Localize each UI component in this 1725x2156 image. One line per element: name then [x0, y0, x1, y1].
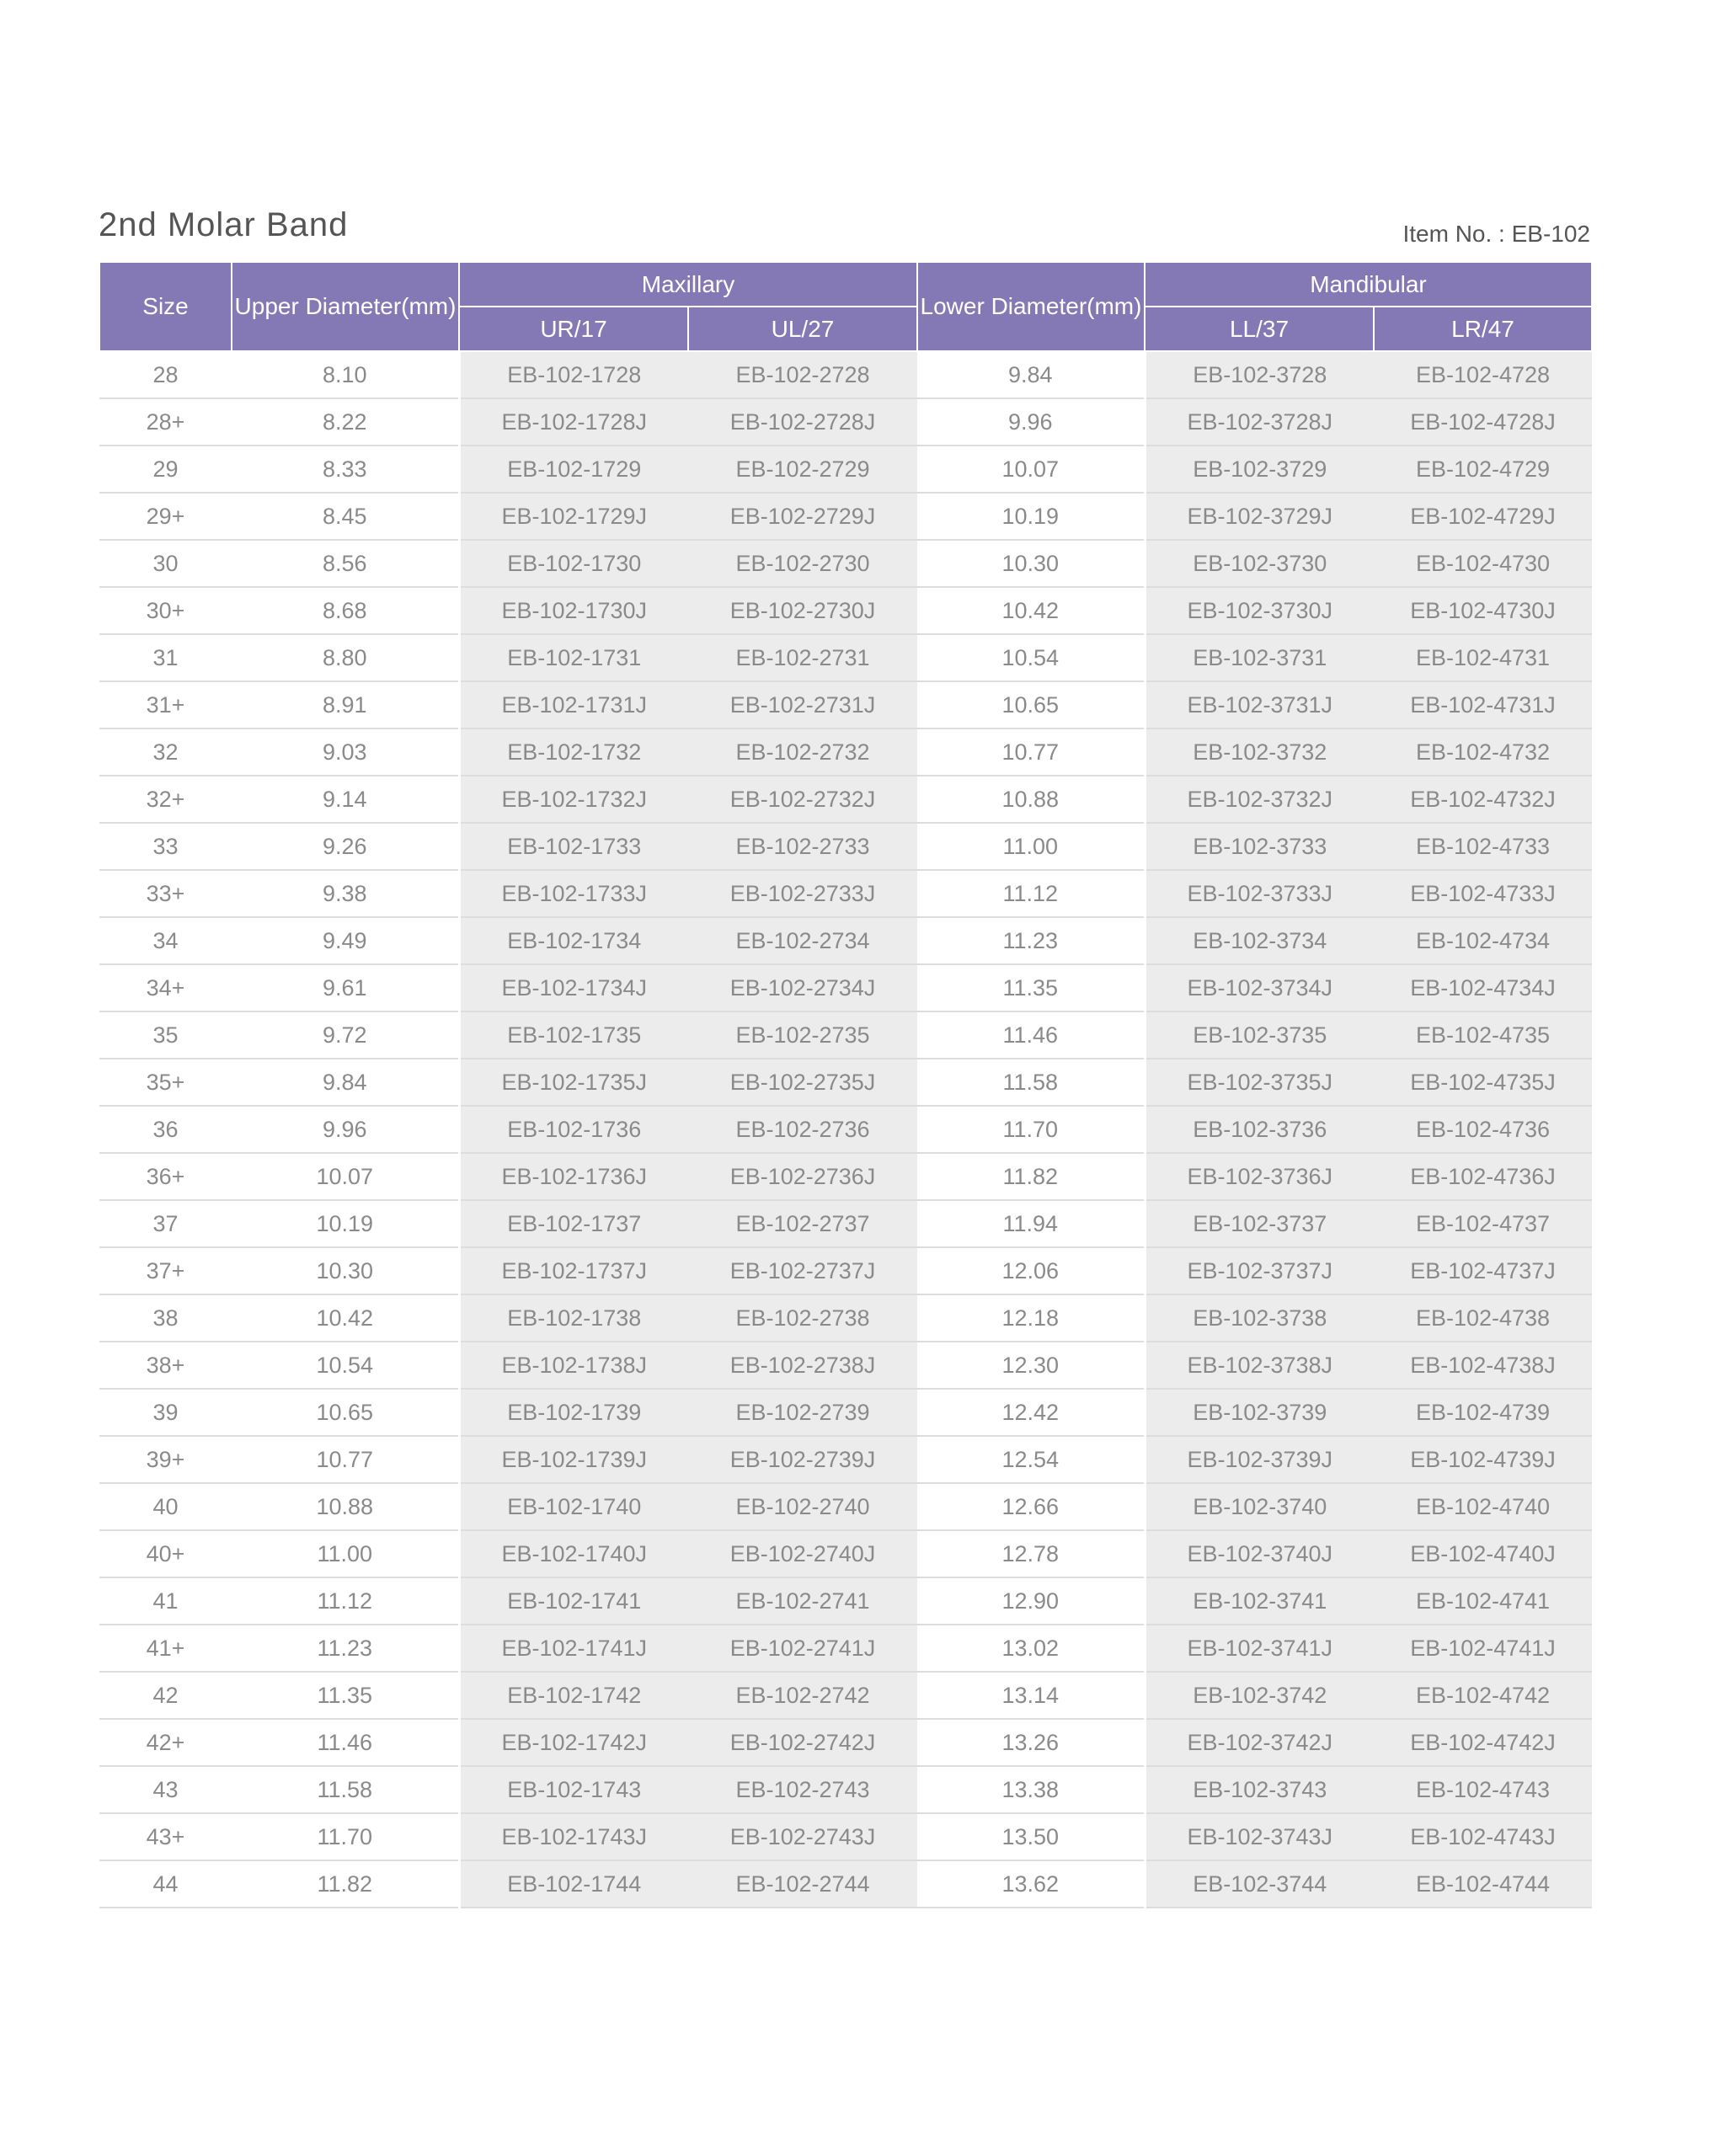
cell-ll37-code: EB-102-3734: [1145, 917, 1374, 964]
cell-ur17-code: EB-102-1741: [459, 1577, 688, 1625]
cell-upper-diameter: 9.61: [232, 964, 459, 1011]
cell-ur17-code: EB-102-1732J: [459, 776, 688, 823]
table-row: [99, 493, 1592, 540]
cell-ul27-code: EB-102-2731: [688, 634, 917, 681]
cell-ur17-code: EB-102-1736: [459, 1106, 688, 1153]
cell-ll37-code: EB-102-3740: [1145, 1483, 1374, 1530]
cell-ur17-code: EB-102-1741J: [459, 1625, 688, 1672]
cell-ul27-code: EB-102-2737: [688, 1200, 917, 1247]
table-row: [99, 1436, 1592, 1483]
cell-size: 41: [99, 1577, 232, 1625]
cell-size: 41+: [99, 1625, 232, 1672]
cell-ur17-code: EB-102-1730: [459, 540, 688, 587]
cell-lr47-code: EB-102-4738: [1374, 1294, 1592, 1342]
cell-size: 42+: [99, 1719, 232, 1766]
cell-ll37-code: EB-102-3735J: [1145, 1059, 1374, 1106]
cell-lr47-code: EB-102-4742: [1374, 1672, 1592, 1719]
table-row: [99, 1153, 1592, 1200]
table-row: [99, 351, 1592, 398]
cell-ur17-code: EB-102-1734J: [459, 964, 688, 1011]
cell-lower-diameter: 10.88: [917, 776, 1145, 823]
item-number: Item No. : EB-102: [1402, 221, 1590, 247]
cell-ur17-code: EB-102-1729J: [459, 493, 688, 540]
cell-lr47-code: EB-102-4741J: [1374, 1625, 1592, 1672]
cell-ur17-code: EB-102-1738: [459, 1294, 688, 1342]
cell-size: 36: [99, 1106, 232, 1153]
cell-size: 33+: [99, 870, 232, 917]
cell-lower-diameter: 11.35: [917, 964, 1145, 1011]
cell-lower-diameter: 9.96: [917, 398, 1145, 446]
cell-upper-diameter: 9.38: [232, 870, 459, 917]
cell-lr47-code: EB-102-4739J: [1374, 1436, 1592, 1483]
cell-ul27-code: EB-102-2736J: [688, 1153, 917, 1200]
cell-ul27-code: EB-102-2735J: [688, 1059, 917, 1106]
table-row: [99, 1059, 1592, 1106]
cell-ll37-code: EB-102-3728: [1145, 351, 1374, 398]
cell-lower-diameter: 10.65: [917, 681, 1145, 728]
cell-upper-diameter: 9.72: [232, 1011, 459, 1059]
cell-lr47-code: EB-102-4729: [1374, 446, 1592, 493]
table-row: [99, 1625, 1592, 1672]
cell-ul27-code: EB-102-2739J: [688, 1436, 917, 1483]
cell-ll37-code: EB-102-3735: [1145, 1011, 1374, 1059]
cell-ll37-code: EB-102-3736: [1145, 1106, 1374, 1153]
cell-lr47-code: EB-102-4729J: [1374, 493, 1592, 540]
cell-ul27-code: EB-102-2734J: [688, 964, 917, 1011]
cell-size: 33: [99, 823, 232, 870]
cell-lower-diameter: 12.06: [917, 1247, 1145, 1294]
cell-lr47-code: EB-102-4736J: [1374, 1153, 1592, 1200]
page-title: 2nd Molar Band: [99, 206, 349, 243]
cell-upper-diameter: 11.82: [232, 1860, 459, 1908]
header-ul27: UL/27: [688, 307, 917, 351]
cell-lower-diameter: 11.82: [917, 1153, 1145, 1200]
cell-upper-diameter: 10.07: [232, 1153, 459, 1200]
cell-ll37-code: EB-102-3737: [1145, 1200, 1374, 1247]
cell-upper-diameter: 8.80: [232, 634, 459, 681]
table-row: [99, 917, 1592, 964]
cell-lower-diameter: 11.94: [917, 1200, 1145, 1247]
cell-lr47-code: EB-102-4733J: [1374, 870, 1592, 917]
cell-ll37-code: EB-102-3742: [1145, 1672, 1374, 1719]
cell-lr47-code: EB-102-4728J: [1374, 398, 1592, 446]
cell-ll37-code: EB-102-3731J: [1145, 681, 1374, 728]
cell-size: 28: [99, 351, 232, 398]
cell-lr47-code: EB-102-4743J: [1374, 1813, 1592, 1860]
cell-ul27-code: EB-102-2737J: [688, 1247, 917, 1294]
cell-lr47-code: EB-102-4735: [1374, 1011, 1592, 1059]
cell-ul27-code: EB-102-2730: [688, 540, 917, 587]
cell-ll37-code: EB-102-3739: [1145, 1389, 1374, 1436]
cell-size: 37+: [99, 1247, 232, 1294]
cell-size: 30+: [99, 587, 232, 634]
cell-lr47-code: EB-102-4736: [1374, 1106, 1592, 1153]
cell-ur17-code: EB-102-1742: [459, 1672, 688, 1719]
cell-size: 34: [99, 917, 232, 964]
cell-ur17-code: EB-102-1737: [459, 1200, 688, 1247]
cell-ur17-code: EB-102-1728J: [459, 398, 688, 446]
cell-ul27-code: EB-102-2733: [688, 823, 917, 870]
cell-lower-diameter: 12.30: [917, 1342, 1145, 1389]
cell-upper-diameter: 8.56: [232, 540, 459, 587]
table-row: [99, 1530, 1592, 1577]
cell-lr47-code: EB-102-4730J: [1374, 587, 1592, 634]
cell-size: 42: [99, 1672, 232, 1719]
cell-ur17-code: EB-102-1731J: [459, 681, 688, 728]
header-maxillary: Maxillary: [459, 262, 917, 307]
cell-upper-diameter: 10.42: [232, 1294, 459, 1342]
cell-size: 35: [99, 1011, 232, 1059]
cell-lower-diameter: 13.26: [917, 1719, 1145, 1766]
cell-upper-diameter: 10.77: [232, 1436, 459, 1483]
cell-ur17-code: EB-102-1739: [459, 1389, 688, 1436]
cell-lr47-code: EB-102-4728: [1374, 351, 1592, 398]
cell-lr47-code: EB-102-4733: [1374, 823, 1592, 870]
cell-lower-diameter: 11.00: [917, 823, 1145, 870]
cell-lr47-code: EB-102-4744: [1374, 1860, 1592, 1908]
cell-ur17-code: EB-102-1734: [459, 917, 688, 964]
cell-ur17-code: EB-102-1732: [459, 728, 688, 776]
cell-ul27-code: EB-102-2740: [688, 1483, 917, 1530]
cell-lr47-code: EB-102-4730: [1374, 540, 1592, 587]
cell-upper-diameter: 10.19: [232, 1200, 459, 1247]
cell-ur17-code: EB-102-1739J: [459, 1436, 688, 1483]
cell-size: 31+: [99, 681, 232, 728]
cell-size: 38: [99, 1294, 232, 1342]
cell-ur17-code: EB-102-1736J: [459, 1153, 688, 1200]
cell-lr47-code: EB-102-4734: [1374, 917, 1592, 964]
cell-ur17-code: EB-102-1737J: [459, 1247, 688, 1294]
cell-ur17-code: EB-102-1733: [459, 823, 688, 870]
cell-upper-diameter: 8.22: [232, 398, 459, 446]
cell-lr47-code: EB-102-4742J: [1374, 1719, 1592, 1766]
cell-lr47-code: EB-102-4740: [1374, 1483, 1592, 1530]
cell-ul27-code: EB-102-2742: [688, 1672, 917, 1719]
cell-ur17-code: EB-102-1744: [459, 1860, 688, 1908]
cell-ul27-code: EB-102-2728J: [688, 398, 917, 446]
cell-size: 32: [99, 728, 232, 776]
cell-size: 34+: [99, 964, 232, 1011]
table-row: [99, 540, 1592, 587]
cell-upper-diameter: 8.91: [232, 681, 459, 728]
cell-ll37-code: EB-102-3743J: [1145, 1813, 1374, 1860]
header-ur17: UR/17: [459, 307, 688, 351]
cell-lr47-code: EB-102-4732: [1374, 728, 1592, 776]
cell-ul27-code: EB-102-2741: [688, 1577, 917, 1625]
cell-ll37-code: EB-102-3737J: [1145, 1247, 1374, 1294]
cell-ul27-code: EB-102-2742J: [688, 1719, 917, 1766]
cell-lower-diameter: 12.66: [917, 1483, 1145, 1530]
cell-ll37-code: EB-102-3733: [1145, 823, 1374, 870]
table-row: [99, 964, 1592, 1011]
cell-upper-diameter: 9.03: [232, 728, 459, 776]
cell-lr47-code: EB-102-4735J: [1374, 1059, 1592, 1106]
cell-ur17-code: EB-102-1742J: [459, 1719, 688, 1766]
cell-upper-diameter: 11.35: [232, 1672, 459, 1719]
table-row: [99, 776, 1592, 823]
cell-size: 44: [99, 1860, 232, 1908]
cell-lr47-code: EB-102-4732J: [1374, 776, 1592, 823]
cell-ul27-code: EB-102-2744: [688, 1860, 917, 1908]
table-row: [99, 1860, 1592, 1908]
cell-lower-diameter: 11.12: [917, 870, 1145, 917]
cell-ll37-code: EB-102-3730J: [1145, 587, 1374, 634]
cell-lower-diameter: 10.19: [917, 493, 1145, 540]
table-row: [99, 1766, 1592, 1813]
header-size: Size: [99, 262, 232, 351]
cell-upper-diameter: 9.96: [232, 1106, 459, 1153]
cell-size: 37: [99, 1200, 232, 1247]
cell-upper-diameter: 8.10: [232, 351, 459, 398]
cell-ur17-code: EB-102-1730J: [459, 587, 688, 634]
cell-ll37-code: EB-102-3732: [1145, 728, 1374, 776]
cell-ul27-code: EB-102-2729: [688, 446, 917, 493]
cell-upper-diameter: 9.14: [232, 776, 459, 823]
cell-size: 28+: [99, 398, 232, 446]
cell-ul27-code: EB-102-2732J: [688, 776, 917, 823]
table-row: [99, 634, 1592, 681]
cell-ul27-code: EB-102-2740J: [688, 1530, 917, 1577]
cell-lower-diameter: 11.58: [917, 1059, 1145, 1106]
cell-ur17-code: EB-102-1728: [459, 351, 688, 398]
cell-lr47-code: EB-102-4734J: [1374, 964, 1592, 1011]
cell-size: 43: [99, 1766, 232, 1813]
cell-lower-diameter: 10.77: [917, 728, 1145, 776]
cell-ul27-code: EB-102-2734: [688, 917, 917, 964]
cell-ul27-code: EB-102-2730J: [688, 587, 917, 634]
cell-size: 29+: [99, 493, 232, 540]
cell-lower-diameter: 12.78: [917, 1530, 1145, 1577]
cell-lr47-code: EB-102-4737: [1374, 1200, 1592, 1247]
cell-size: 39+: [99, 1436, 232, 1483]
cell-ur17-code: EB-102-1740: [459, 1483, 688, 1530]
header-upper-diameter: Upper Diameter(mm): [232, 262, 459, 351]
cell-ll37-code: EB-102-3731: [1145, 634, 1374, 681]
cell-lower-diameter: 10.07: [917, 446, 1145, 493]
cell-ul27-code: EB-102-2733J: [688, 870, 917, 917]
cell-lower-diameter: 12.18: [917, 1294, 1145, 1342]
cell-lr47-code: EB-102-4739: [1374, 1389, 1592, 1436]
cell-lower-diameter: 13.02: [917, 1625, 1145, 1672]
cell-upper-diameter: 10.88: [232, 1483, 459, 1530]
cell-lower-diameter: 13.62: [917, 1860, 1145, 1908]
table-row: [99, 1672, 1592, 1719]
cell-upper-diameter: 11.70: [232, 1813, 459, 1860]
cell-ul27-code: EB-102-2728: [688, 351, 917, 398]
cell-lower-diameter: 10.54: [917, 634, 1145, 681]
cell-lr47-code: EB-102-4731J: [1374, 681, 1592, 728]
header-ll37: LL/37: [1145, 307, 1374, 351]
cell-size: 29: [99, 446, 232, 493]
header-lower-diameter: Lower Diameter(mm): [917, 262, 1145, 351]
cell-ul27-code: EB-102-2741J: [688, 1625, 917, 1672]
table-row: [99, 1813, 1592, 1860]
cell-size: 35+: [99, 1059, 232, 1106]
cell-lower-diameter: 11.23: [917, 917, 1145, 964]
cell-size: 30: [99, 540, 232, 587]
cell-upper-diameter: 11.00: [232, 1530, 459, 1577]
cell-ll37-code: EB-102-3738J: [1145, 1342, 1374, 1389]
cell-upper-diameter: 11.23: [232, 1625, 459, 1672]
cell-ll37-code: EB-102-3742J: [1145, 1719, 1374, 1766]
table-row: [99, 681, 1592, 728]
table-row: [99, 1389, 1592, 1436]
cell-lower-diameter: 10.30: [917, 540, 1145, 587]
cell-ll37-code: EB-102-3743: [1145, 1766, 1374, 1813]
cell-upper-diameter: 9.26: [232, 823, 459, 870]
cell-ur17-code: EB-102-1729: [459, 446, 688, 493]
table-row: [99, 1106, 1592, 1153]
cell-upper-diameter: 8.45: [232, 493, 459, 540]
header-lr47: LR/47: [1374, 307, 1592, 351]
cell-size: 36+: [99, 1153, 232, 1200]
cell-ul27-code: EB-102-2729J: [688, 493, 917, 540]
table-body: [99, 351, 1592, 1908]
specification-table: [99, 261, 1593, 1908]
cell-upper-diameter: 8.33: [232, 446, 459, 493]
cell-ur17-code: EB-102-1743J: [459, 1813, 688, 1860]
cell-ur17-code: EB-102-1735J: [459, 1059, 688, 1106]
cell-lr47-code: EB-102-4740J: [1374, 1530, 1592, 1577]
cell-upper-diameter: 10.30: [232, 1247, 459, 1294]
cell-ur17-code: EB-102-1735: [459, 1011, 688, 1059]
cell-ul27-code: EB-102-2738J: [688, 1342, 917, 1389]
cell-ur17-code: EB-102-1733J: [459, 870, 688, 917]
cell-upper-diameter: 9.84: [232, 1059, 459, 1106]
cell-ll37-code: EB-102-3740J: [1145, 1530, 1374, 1577]
cell-ll37-code: EB-102-3728J: [1145, 398, 1374, 446]
table-row: [99, 1342, 1592, 1389]
cell-lower-diameter: 9.84: [917, 351, 1145, 398]
cell-lower-diameter: 13.50: [917, 1813, 1145, 1860]
cell-lower-diameter: 13.38: [917, 1766, 1145, 1813]
table-row: [99, 823, 1592, 870]
cell-ul27-code: EB-102-2743: [688, 1766, 917, 1813]
cell-ul27-code: EB-102-2739: [688, 1389, 917, 1436]
cell-ll37-code: EB-102-3736J: [1145, 1153, 1374, 1200]
cell-lower-diameter: 12.90: [917, 1577, 1145, 1625]
cell-ll37-code: EB-102-3732J: [1145, 776, 1374, 823]
cell-ll37-code: EB-102-3733J: [1145, 870, 1374, 917]
cell-size: 32+: [99, 776, 232, 823]
cell-size: 39: [99, 1389, 232, 1436]
cell-lower-diameter: 12.42: [917, 1389, 1145, 1436]
cell-size: 43+: [99, 1813, 232, 1860]
cell-upper-diameter: 10.65: [232, 1389, 459, 1436]
cell-lr47-code: EB-102-4743: [1374, 1766, 1592, 1813]
cell-ll37-code: EB-102-3729J: [1145, 493, 1374, 540]
cell-ur17-code: EB-102-1740J: [459, 1530, 688, 1577]
table-row: [99, 728, 1592, 776]
cell-upper-diameter: 11.12: [232, 1577, 459, 1625]
cell-lower-diameter: 11.46: [917, 1011, 1145, 1059]
table-row: [99, 1200, 1592, 1247]
cell-ul27-code: EB-102-2738: [688, 1294, 917, 1342]
cell-ur17-code: EB-102-1738J: [459, 1342, 688, 1389]
table-row: [99, 1483, 1592, 1530]
cell-ll37-code: EB-102-3738: [1145, 1294, 1374, 1342]
cell-ul27-code: EB-102-2732: [688, 728, 917, 776]
cell-lower-diameter: 11.70: [917, 1106, 1145, 1153]
cell-upper-diameter: 8.68: [232, 587, 459, 634]
cell-ll37-code: EB-102-3744: [1145, 1860, 1374, 1908]
table-row: [99, 1719, 1592, 1766]
cell-ll37-code: EB-102-3739J: [1145, 1436, 1374, 1483]
cell-upper-diameter: 10.54: [232, 1342, 459, 1389]
cell-ul27-code: EB-102-2736: [688, 1106, 917, 1153]
cell-size: 40+: [99, 1530, 232, 1577]
cell-lr47-code: EB-102-4731: [1374, 634, 1592, 681]
cell-lr47-code: EB-102-4738J: [1374, 1342, 1592, 1389]
cell-lr47-code: EB-102-4737J: [1374, 1247, 1592, 1294]
cell-ul27-code: EB-102-2735: [688, 1011, 917, 1059]
cell-lower-diameter: 10.42: [917, 587, 1145, 634]
table-row: [99, 870, 1592, 917]
cell-size: 31: [99, 634, 232, 681]
table-row: [99, 1247, 1592, 1294]
cell-ul27-code: EB-102-2743J: [688, 1813, 917, 1860]
header-mandibular: Mandibular: [1145, 262, 1592, 307]
cell-ll37-code: EB-102-3741: [1145, 1577, 1374, 1625]
cell-ll37-code: EB-102-3730: [1145, 540, 1374, 587]
cell-ur17-code: EB-102-1731: [459, 634, 688, 681]
table-row: [99, 1294, 1592, 1342]
table-row: [99, 1577, 1592, 1625]
table-row: [99, 587, 1592, 634]
cell-size: 40: [99, 1483, 232, 1530]
table-row: [99, 1011, 1592, 1059]
cell-upper-diameter: 11.46: [232, 1719, 459, 1766]
cell-upper-diameter: 9.49: [232, 917, 459, 964]
cell-size: 38+: [99, 1342, 232, 1389]
cell-lower-diameter: 12.54: [917, 1436, 1145, 1483]
cell-lr47-code: EB-102-4741: [1374, 1577, 1592, 1625]
cell-ll37-code: EB-102-3734J: [1145, 964, 1374, 1011]
table-row: [99, 398, 1592, 446]
cell-upper-diameter: 11.58: [232, 1766, 459, 1813]
cell-lower-diameter: 13.14: [917, 1672, 1145, 1719]
cell-ur17-code: EB-102-1743: [459, 1766, 688, 1813]
cell-ul27-code: EB-102-2731J: [688, 681, 917, 728]
table-row: [99, 446, 1592, 493]
cell-ll37-code: EB-102-3741J: [1145, 1625, 1374, 1672]
cell-ll37-code: EB-102-3729: [1145, 446, 1374, 493]
